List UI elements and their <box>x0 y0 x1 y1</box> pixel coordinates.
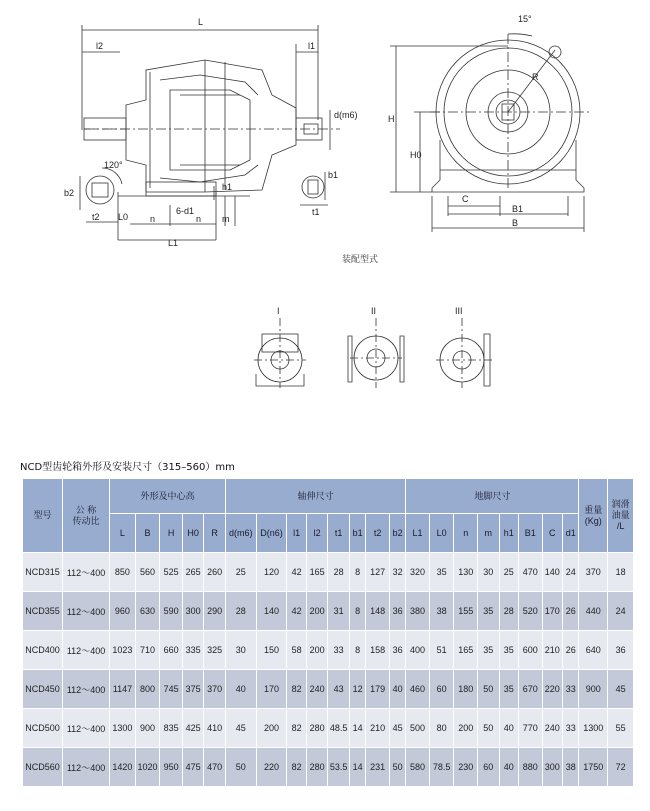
subheader-cell: t1 <box>328 514 350 553</box>
label-m: m <box>222 214 230 224</box>
value-cell: 112～400 <box>62 553 109 592</box>
value-cell: 14 <box>349 709 365 748</box>
value-cell: 960 <box>110 592 136 631</box>
value-cell: 300 <box>542 748 563 787</box>
value-cell: 50 <box>225 748 256 787</box>
value-cell: 112～400 <box>62 709 109 748</box>
value-cell: 375 <box>182 670 204 709</box>
value-cell: 42 <box>287 592 306 631</box>
label-n-left: n <box>150 214 156 224</box>
subheader-cell: L <box>110 514 136 553</box>
model-cell: NCD560 <box>23 748 63 787</box>
subheader-cell: b1 <box>349 514 365 553</box>
table-title: NCD型齿轮箱外形及安装尺寸（315–560）mm <box>20 462 235 473</box>
value-cell: 112～400 <box>62 631 109 670</box>
label-angle-15: 15° <box>518 14 532 24</box>
label-C: C <box>462 194 469 204</box>
value-cell: 210 <box>366 709 390 748</box>
table-row <box>23 631 634 670</box>
value-cell: 200 <box>306 631 328 670</box>
value-cell: 320 <box>406 553 430 592</box>
value-cell: 82 <box>287 670 306 709</box>
value-cell: 50 <box>389 748 405 787</box>
value-cell: 45 <box>225 709 256 748</box>
subheader-cell: t2 <box>366 514 390 553</box>
value-cell: 42 <box>287 553 306 592</box>
value-cell: 55 <box>608 709 634 748</box>
value-cell: 670 <box>518 670 542 709</box>
value-cell: 8 <box>349 631 365 670</box>
value-cell: 50 <box>478 670 500 709</box>
value-cell: 45 <box>608 670 634 709</box>
value-cell: 25 <box>225 553 256 592</box>
label-H0: H0 <box>410 150 422 160</box>
value-cell: 425 <box>182 709 204 748</box>
value-cell: 660 <box>160 631 183 670</box>
label-angle-120: 120° <box>104 160 123 170</box>
label-L0: L0 <box>118 212 129 222</box>
value-cell: 1420 <box>110 748 136 787</box>
value-cell: 12 <box>349 670 365 709</box>
model-cell: NCD500 <box>23 709 63 748</box>
subheader-cell: l2 <box>306 514 328 553</box>
value-cell: 180 <box>454 670 478 709</box>
value-cell: 900 <box>579 670 608 709</box>
value-cell: 880 <box>518 748 542 787</box>
value-cell: 35 <box>499 670 518 709</box>
value-cell: 28 <box>328 553 350 592</box>
label-t1: t1 <box>312 207 320 217</box>
subheader-cell: l1 <box>287 514 306 553</box>
label-6-d1: 6-d1 <box>176 206 195 216</box>
value-cell: 36 <box>608 631 634 670</box>
spec-table <box>22 478 634 787</box>
header-oil <box>608 479 634 553</box>
value-cell: 45 <box>389 709 405 748</box>
value-cell: 220 <box>256 748 287 787</box>
value-cell: 200 <box>306 592 328 631</box>
label-R: R <box>532 72 539 82</box>
value-cell: 25 <box>499 553 518 592</box>
value-cell: 290 <box>204 592 226 631</box>
subheader-cell: B1 <box>518 514 542 553</box>
value-cell: 580 <box>406 748 430 787</box>
label-L: L <box>198 17 204 27</box>
value-cell: 710 <box>135 631 160 670</box>
value-cell: 26 <box>563 631 579 670</box>
label-L1: L1 <box>168 238 179 248</box>
value-cell: 200 <box>454 709 478 748</box>
table-row <box>23 670 634 709</box>
value-cell: 525 <box>160 553 183 592</box>
value-cell: 210 <box>542 631 563 670</box>
value-cell: 40 <box>499 709 518 748</box>
label-B: B <box>512 218 519 228</box>
model-cell: NCD355 <box>23 592 63 631</box>
table-row <box>23 748 634 787</box>
value-cell: 60 <box>478 748 500 787</box>
label-d-m6: d(m6) <box>334 110 358 120</box>
subheader-cell: m <box>478 514 500 553</box>
value-cell: 50 <box>478 709 500 748</box>
label-H: H <box>388 114 395 124</box>
value-cell: 590 <box>160 592 183 631</box>
value-cell: 127 <box>366 553 390 592</box>
header-group-foot: 地脚尺寸 <box>406 479 579 514</box>
value-cell: 35 <box>478 631 500 670</box>
subheader-cell: B <box>135 514 160 553</box>
value-cell: 26 <box>563 592 579 631</box>
value-cell: 475 <box>182 748 204 787</box>
value-cell: 60 <box>429 670 454 709</box>
value-cell: 1023 <box>110 631 136 670</box>
value-cell: 112～400 <box>62 748 109 787</box>
model-cell: NCD315 <box>23 553 63 592</box>
value-cell: 1147 <box>110 670 136 709</box>
value-cell: 53.5 <box>328 748 350 787</box>
value-cell: 36 <box>389 631 405 670</box>
header-oil-text: 润滑 油量 /L <box>611 499 630 531</box>
label-t2: t2 <box>92 212 100 222</box>
value-cell: 18 <box>608 553 634 592</box>
value-cell: 40 <box>389 670 405 709</box>
value-cell: 28 <box>499 592 518 631</box>
value-cell: 112～400 <box>62 592 109 631</box>
value-cell: 325 <box>204 631 226 670</box>
value-cell: 770 <box>518 709 542 748</box>
subheader-cell: n <box>454 514 478 553</box>
value-cell: 400 <box>406 631 430 670</box>
value-cell: 500 <box>406 709 430 748</box>
label-b1: b1 <box>328 170 339 180</box>
value-cell: 24 <box>563 553 579 592</box>
value-cell: 78.5 <box>429 748 454 787</box>
label-b2: b2 <box>64 188 75 198</box>
value-cell: 140 <box>256 592 287 631</box>
value-cell: 35 <box>499 631 518 670</box>
model-cell: NCD400 <box>23 631 63 670</box>
value-cell: 335 <box>182 631 204 670</box>
value-cell: 280 <box>306 748 328 787</box>
value-cell: 38 <box>563 748 579 787</box>
mounting-type-3: III <box>455 306 463 316</box>
value-cell: 72 <box>608 748 634 787</box>
value-cell: 32 <box>389 553 405 592</box>
value-cell: 31 <box>328 592 350 631</box>
value-cell: 1300 <box>110 709 136 748</box>
label-l1: l1 <box>308 41 316 51</box>
value-cell: 370 <box>204 670 226 709</box>
header-ratio <box>62 479 109 553</box>
value-cell: 370 <box>579 553 608 592</box>
value-cell: 460 <box>406 670 430 709</box>
header-group-shaft: 轴伸尺寸 <box>225 479 405 514</box>
label-l2: l2 <box>96 41 104 51</box>
subheader-cell: L1 <box>406 514 430 553</box>
value-cell: 265 <box>182 553 204 592</box>
label-n-right: n <box>196 214 202 224</box>
value-cell: 48.5 <box>328 709 350 748</box>
subheader-cell: R <box>204 514 226 553</box>
subheader-cell: D(n6) <box>256 514 287 553</box>
value-cell: 745 <box>160 670 183 709</box>
value-cell: 1020 <box>135 748 160 787</box>
header-group-outline: 外形及中心高 <box>110 479 226 514</box>
value-cell: 380 <box>406 592 430 631</box>
value-cell: 36 <box>389 592 405 631</box>
value-cell: 14 <box>349 748 365 787</box>
subheader-cell: H0 <box>182 514 204 553</box>
value-cell: 165 <box>306 553 328 592</box>
mounting-type-1: I <box>277 306 280 316</box>
value-cell: 150 <box>256 631 287 670</box>
header-ratio-text: 公 称 传动比 <box>72 504 100 526</box>
drawing-caption: 装配型式 <box>342 255 379 265</box>
value-cell: 24 <box>608 592 634 631</box>
value-cell: 38 <box>429 592 454 631</box>
label-h1: h1 <box>222 182 233 192</box>
table-row <box>23 553 634 592</box>
value-cell: 470 <box>518 553 542 592</box>
subheader-cell: d(m6) <box>225 514 256 553</box>
value-cell: 220 <box>542 670 563 709</box>
subheader-cell: L0 <box>429 514 454 553</box>
value-cell: 51 <box>429 631 454 670</box>
subheader-cell: d1 <box>563 514 579 553</box>
subheader-row <box>23 514 634 553</box>
value-cell: 28 <box>225 592 256 631</box>
value-cell: 900 <box>135 709 160 748</box>
value-cell: 470 <box>204 748 226 787</box>
value-cell: 8 <box>349 553 365 592</box>
value-cell: 179 <box>366 670 390 709</box>
value-cell: 80 <box>429 709 454 748</box>
value-cell: 82 <box>287 709 306 748</box>
value-cell: 600 <box>518 631 542 670</box>
table-row <box>23 592 634 631</box>
value-cell: 30 <box>478 553 500 592</box>
value-cell: 630 <box>135 592 160 631</box>
value-cell: 33 <box>563 709 579 748</box>
value-cell: 35 <box>429 553 454 592</box>
value-cell: 148 <box>366 592 390 631</box>
value-cell: 40 <box>499 748 518 787</box>
value-cell: 240 <box>306 670 328 709</box>
subheader-cell: H <box>160 514 183 553</box>
value-cell: 40 <box>225 670 256 709</box>
value-cell: 35 <box>478 592 500 631</box>
value-cell: 640 <box>579 631 608 670</box>
value-cell: 130 <box>454 553 478 592</box>
value-cell: 1300 <box>579 709 608 748</box>
value-cell: 58 <box>287 631 306 670</box>
value-cell: 230 <box>454 748 478 787</box>
value-cell: 82 <box>287 748 306 787</box>
value-cell: 280 <box>306 709 328 748</box>
value-cell: 1750 <box>579 748 608 787</box>
value-cell: 140 <box>542 553 563 592</box>
header-model: 型号 <box>23 479 63 553</box>
value-cell: 231 <box>366 748 390 787</box>
value-cell: 112～400 <box>62 670 109 709</box>
value-cell: 300 <box>182 592 204 631</box>
model-cell: NCD450 <box>23 670 63 709</box>
table-row <box>23 709 634 748</box>
value-cell: 43 <box>328 670 350 709</box>
value-cell: 170 <box>542 592 563 631</box>
value-cell: 560 <box>135 553 160 592</box>
value-cell: 950 <box>160 748 183 787</box>
mounting-type-2: II <box>371 306 377 316</box>
value-cell: 155 <box>454 592 478 631</box>
value-cell: 200 <box>256 709 287 748</box>
value-cell: 800 <box>135 670 160 709</box>
header-weight-text: 重量 (Kg) <box>584 504 603 526</box>
value-cell: 520 <box>518 592 542 631</box>
value-cell: 170 <box>256 670 287 709</box>
value-cell: 440 <box>579 592 608 631</box>
subheader-cell: h1 <box>499 514 518 553</box>
value-cell: 30 <box>225 631 256 670</box>
value-cell: 835 <box>160 709 183 748</box>
table-body <box>23 553 634 787</box>
value-cell: 8 <box>349 592 365 631</box>
value-cell: 850 <box>110 553 136 592</box>
header-weight <box>579 479 608 553</box>
value-cell: 410 <box>204 709 226 748</box>
value-cell: 33 <box>563 670 579 709</box>
value-cell: 120 <box>256 553 287 592</box>
value-cell: 158 <box>366 631 390 670</box>
label-B1: B1 <box>512 204 524 214</box>
subheader-cell: b2 <box>389 514 405 553</box>
value-cell: 260 <box>204 553 226 592</box>
value-cell: 33 <box>328 631 350 670</box>
value-cell: 165 <box>454 631 478 670</box>
value-cell: 240 <box>542 709 563 748</box>
subheader-cell: C <box>542 514 563 553</box>
